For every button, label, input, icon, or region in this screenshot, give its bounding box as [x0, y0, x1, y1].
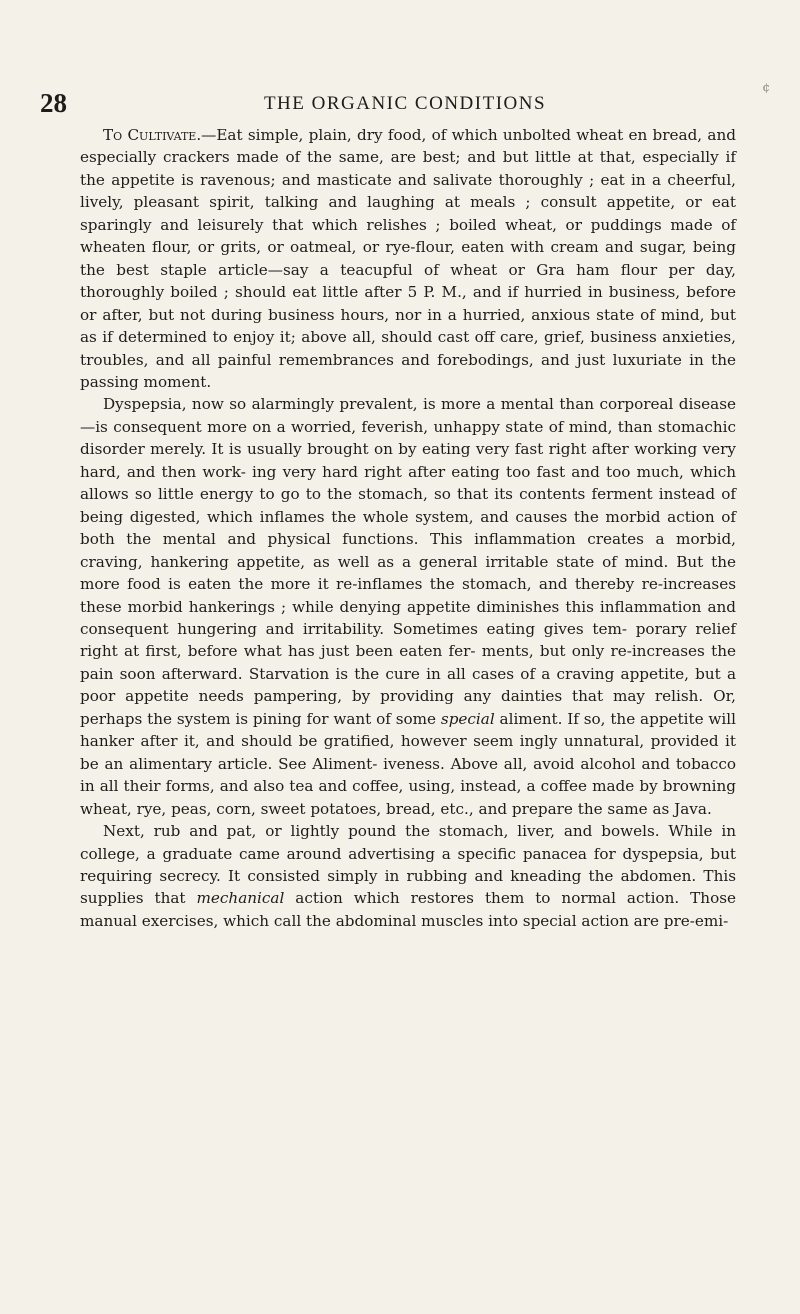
paragraph-to-cultivate: [80, 124, 736, 393]
paragraph-dyspepsia: [80, 393, 736, 820]
body-text: [80, 124, 736, 932]
paragraph-text: —Eat simple, plain, dry food, of which unbolted wheat en bread, and especially crackers made of the same, are best; and but little at that, especially if the appetite is ravenous; and masticate and salivate thoroughly ; eat in a cheerful, lively, pleasant spirit, talking and laughing at meals ; consult appetite, or eat sparingly and leisurely that which relishes ; boiled wheat, or puddings made of wheaten flour, or grits, or oatmeal, or rye-flour, eaten with cream and sugar, being the best staple article—say a teacupful of wheat or Gra ham flour per day, thoroughly boiled ; should eat little after 5 P. M., and if hurried in business, before or after, but not during business hours, nor in a hurried, anxious state of mind, but as if determined to enjoy it; above all, should cast off care, grief, business anxieties, troubles, and all painful remembrances and forebodings, and just luxuriate in the passing moment.: [80, 126, 736, 391]
paragraph-rub-and-pat: [80, 820, 736, 932]
italic-special: special: [440, 709, 495, 728]
paragraph-text: Dyspepsia, now so alarmingly prevalent, is more a mental than corporeal disease—is consequent more on a worried, feverish, unhappy state of mind, than stomachic disorder merely. It is usually brought on by eating very fast right after working very hard, and then work- ing very hard right after eating too fast and too much, which allows so little energy to go to the stomach, so that its contents ferment instead of being digested, which inflames the whole system, and causes the morbid action of both the mental and physical functions. This inflammation creates a morbid, craving, hankering appetite, as well as a general irritable state of mind. But the more food is eaten the more it re-inflames the stomach, and thereby re-increases these morbid hankerings ; while denying appetite diminishes this inflammation and consequent hungering and irritability. Sometimes eating gives tem- porary relief right at first, before what has just been eaten fer- ments, but only re-increases the pain soon afterward. Starvation is the cure in all cases of a craving appetite, but a poor appetite needs pampering, by providing any dainties that may relish. Or, perhaps the system is pining for want of some: [80, 395, 736, 728]
corner-mark: ¢: [762, 80, 770, 94]
page-header: [40, 80, 770, 128]
section-lead-in: To Cultivate.: [103, 126, 202, 144]
paragraph-text: action which restores them to normal action. Those manual exercises, which call the abdominal muscles into special action are pre-emi-: [80, 889, 736, 930]
page-number: 28: [40, 88, 67, 118]
running-title: THE ORGANIC CONDITIONS: [263, 93, 547, 114]
italic-mechanical: mechanical: [196, 889, 285, 908]
paragraph-text: aliment. If so, the appetite will hanker after it, and should be gratified, however seem ingly unnatural, provided it be an alimentary article. See Aliment- iveness. Above all, avoid alcohol and tobacco in all their forms, and also tea and coffee, using, instead, a coffee made by browning wheat, rye, peas, corn, sweet potatoes, bread, etc., and prepare the same as Java.: [80, 709, 736, 818]
paragraph-text: Next, rub and pat, or lightly pound the stomach, liver, and bowels. While in college, a graduate came around advertising a specific panacea for dyspepsia, but requiring secrecy. It consisted simply in rubbing and kneading the abdomen. This supplies that: [80, 822, 736, 908]
